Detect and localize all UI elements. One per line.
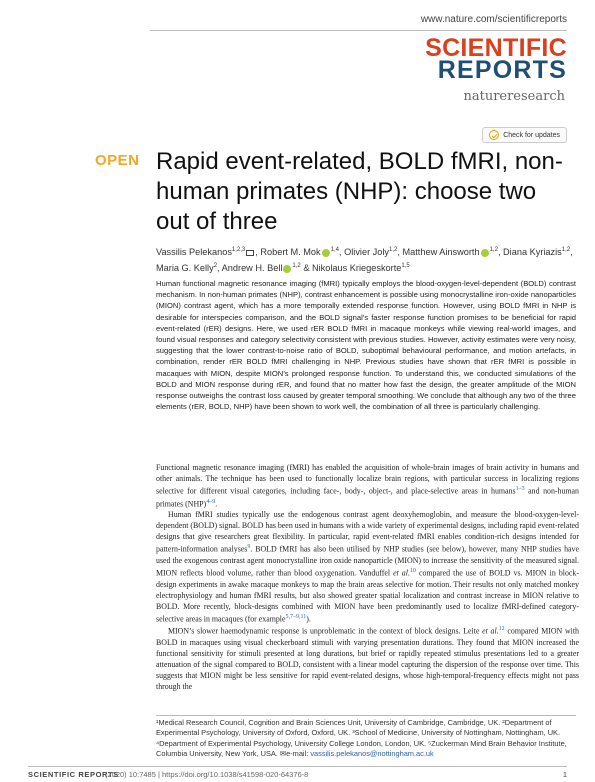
author-affiliation-sup: 1,2: [489, 247, 498, 253]
author-name[interactable]: Vassilis Pelekanos: [156, 247, 232, 258]
orcid-icon[interactable]: [283, 265, 291, 273]
author-name[interactable]: Diana Kyriazis: [503, 247, 562, 258]
author-affiliation-sup: 2: [213, 263, 218, 270]
reference-link[interactable]: 5,7–9,11: [285, 613, 307, 620]
corresponding-email-link[interactable]: vassilis.pelekanos@nottingham.ac.uk: [310, 749, 434, 759]
check-updates-icon: [489, 130, 499, 140]
body-paragraph: Human fMRI studies typically use the endogenous contrast agent deoxyhemoglobin, and measure the blood-oxygen-level-dependent (BOLD) signal. BOLD has been used in humans with a wide variety of experimental designs, including rapid event-related designs that give researchers great flexibility. In particular, rapid event-related fMRI enables condition-rich designs intended for pattern-information analyses$^9$. BOLD fMRI has also been utilised by NHP studies (see below), however, many NHP studies have used the exogenous contrast agent monocrystalline iron oxide nanoparticle (MION) to increase the sensitivity of the measured signal. MION reflects blood volume, rather than blood oxygenation. Vanduffel et al.$^{10}$ compared the use of BOLD vs. MION in block-design experiments in awake macaque monkeys to map the brain areas selective for motion. Their results not only matched monkey electrophysiology and human fMRI results, but also showed greater spatial localization and contrast increase in MION relative to BOLD. More recently, block-designs combined with MION have been predominantly used to localize fMRI-defined category-selective areas in macaques (for example$^{5,7-9,11}$).: [156, 510, 580, 624]
header-rule: [150, 30, 567, 31]
footer-citation[interactable]: (2020) 10:7485 | https://doi.org/10.1038/s41598-020-64376-8: [105, 770, 309, 779]
abstract: Human functional magnetic resonance imaging (fMRI) typically employs the blood-oxygen-level-dependent (BOLD) contrast mechanism. In non-human primates (NHP), contrast enhancement is possible using monocrystalline iron-oxide nanoparticles (MION) contrast agent, which has a more temporally extended response function. However, using BOLD fMRI in NHP is desirable for interspecies comparison, and the BOLD signal’s faster response function promises to be beneficial for rapid event-related (rER) designs. Here, we used rER BOLD fMRI in macaque monkeys while viewing real-world images, and found visual responses and category selectivity consistent with previous studies. However, activity estimates were very noisy, suggesting that the lower contrast-to-noise ratio of BOLD, suboptimal behavioural performance, and motion artefacts, in combination, render rER BOLD fMRI challenging in NHP. Previous studies have shown that rER fMRI is possible in macaques with MION, despite MION’s prolonged response function. To understand this, we conducted simulations of the BOLD and MION response during rER, and found that no matter how fast the design, the greater amplitude of the MION response outweighs the contrast loss caused by greater temporal smoothing. We conclude that although any two of the three elements (rER, BOLD, NHP) have been shown to work well, the combination of all three is particularly challenging.: [156, 279, 576, 412]
footer-rule: [28, 766, 567, 767]
author-affiliation-sup: 1,5: [401, 263, 410, 270]
footer-journal-name: SCIENTIFIC REPORTS: [28, 770, 119, 779]
reference-link[interactable]: 12: [498, 626, 505, 633]
open-access-label: OPEN: [95, 152, 140, 169]
reference-link[interactable]: 1–3: [515, 486, 525, 492]
author-name[interactable]: Andrew H. Bell: [221, 263, 283, 274]
orcid-icon[interactable]: [481, 249, 489, 257]
author-affiliation-sup: 1,2: [389, 247, 398, 253]
author-name[interactable]: Robert M. Mok: [260, 247, 321, 258]
author-separator: ,: [397, 247, 403, 258]
author-affiliation-sup: 1,4: [330, 247, 339, 253]
author-separator: ,: [570, 247, 573, 258]
journal-url[interactable]: www.nature.com/scientificreports: [420, 14, 567, 25]
author-affiliation-sup: 1,2: [292, 263, 301, 270]
body-paragraph: MION’s slower haemodynamic response is unproblematic in the context of block designs. Leite et al.$^{12}$ compared MION with BOLD in macaques using visual checkerboard stimuli with varying presentation durations. They found that MION increased the functional sensitivity for stimuli presented at long durations, but brief or rapidly repeated stimulus presentations led to a greater attenuation of the signal compared to BOLD, consistent with a linear model capturing the dispersion of the response over time. This suggests that MION might be less sensitive for rapid event-related designs, whose high-temporal-frequency effects might not pass through the: [156, 626, 579, 691]
footnote-rule: [156, 715, 576, 716]
page-number: 1: [562, 770, 567, 779]
author-list: [156, 243, 576, 275]
article-title: Rapid event-related, BOLD fMRI, non-human primates (NHP): choose two out of three: [156, 148, 563, 235]
email-icon[interactable]: [246, 250, 254, 256]
reference-link[interactable]: 10: [409, 567, 416, 574]
author-name[interactable]: Maria G. Kelly: [156, 263, 214, 274]
author-separator: ,: [497, 247, 504, 258]
author-separator: ,: [255, 247, 261, 258]
affiliations: ¹Medical Research Council, Cognition and Brain Sciences Unit, University of Cambridge, Cambridge, UK. ²Department of Experimental Psychology, University of Oxford, Oxford, UK. ³School of Medicine, University of Nottingham, Nottingham, UK. ⁴Department of Experimental Psychology, University College London, London, UK. ⁵Zuckerman Mind Brain Behavior Institute, Columbia University, New York, USA. ✉e-mail: vassilis.pelekanos@nottingham.ac.uk: [156, 718, 567, 759]
author-affiliation-sup: 1,2: [561, 247, 571, 253]
article-body: [156, 462, 579, 692]
author-separator: ,: [338, 247, 345, 258]
journal-logo-scientific: SCIENTIFIC: [425, 34, 567, 62]
author-separator: &: [300, 263, 312, 274]
author-name[interactable]: Olivier Joly: [344, 247, 390, 258]
author-name[interactable]: Nikolaus Kriegeskorte: [312, 263, 402, 274]
check-for-updates-button[interactable]: [482, 127, 567, 143]
author-affiliation-sup: 1,2,3: [231, 247, 246, 253]
reference-link[interactable]: 4–9: [206, 498, 216, 505]
author-name[interactable]: Matthew Ainsworth: [402, 247, 480, 258]
reference-link[interactable]: 9: [247, 544, 251, 551]
publisher-logo: natureresearch: [463, 89, 565, 104]
author-separator: ,: [217, 263, 222, 274]
journal-logo-reports: REPORTS: [437, 56, 567, 84]
orcid-icon[interactable]: [322, 249, 330, 257]
body-paragraph: Functional magnetic resonance imaging (fMRI) has enabled the acquisition of whole-brain images of brain activity in humans and other animals. The technique has been used to functionally localize brain regions, with particular success in localizing regions selective for different visual categories, including face-, body-, object-, and place-selective areas in humans$^{1-3}$ and non-human primates (NHP)$^{4-9}$.: [156, 463, 580, 509]
check-updates-label: Check for updates: [503, 131, 560, 139]
